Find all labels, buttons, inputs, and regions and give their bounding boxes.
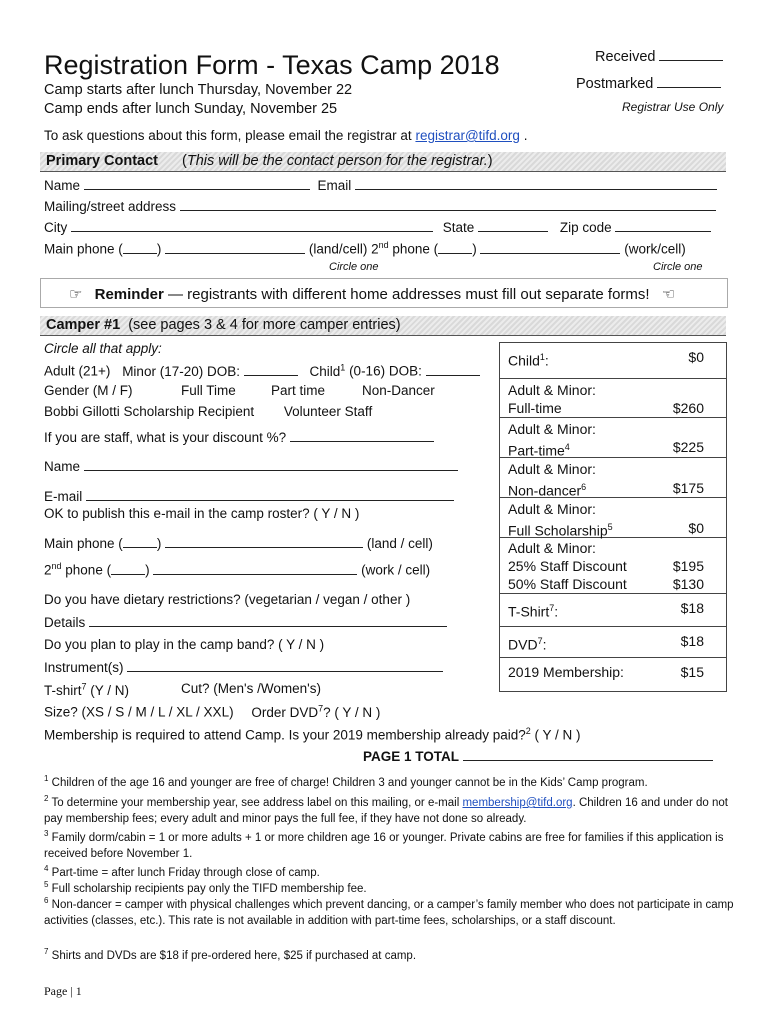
adult-option[interactable]: Adult (21+)	[44, 363, 111, 379]
zip-label: Zip code	[559, 220, 612, 235]
area-code-2-input[interactable]	[438, 241, 472, 254]
price-membership-value: $15	[680, 664, 704, 680]
circle-one-note: Circle one	[329, 261, 379, 273]
staff-discount-input[interactable]	[290, 429, 434, 442]
child-option[interactable]	[310, 364, 346, 379]
price-fulltime-value: $260	[672, 400, 704, 416]
price-dvd-label: DVD$^7$:	[508, 636, 547, 653]
city-input[interactable]	[71, 219, 433, 232]
ask-prefix: To ask questions about this form, please email the registrar at	[44, 128, 412, 143]
camper-email-row	[44, 488, 454, 504]
name-label: Name	[44, 178, 81, 193]
city-label: City	[44, 220, 68, 235]
child-sup: 1	[340, 362, 346, 372]
gender-option[interactable]: Gender (M / F)	[44, 383, 133, 398]
registrar-use-note: Registrar Use Only	[622, 100, 724, 114]
price-staff50-label: 50% Staff Discount	[508, 576, 627, 592]
membership-question: Membership is required to attend Camp. Is your 2019 membership already paid?	[44, 727, 526, 743]
details-input[interactable]	[89, 614, 447, 627]
instrument-label: Instrument(s)	[44, 660, 124, 675]
nd-sup: nd	[378, 240, 389, 250]
publish-email-question[interactable]: OK to publish this e-mail in the camp roster? ( Y / N )	[44, 506, 360, 521]
price-dvd-value: $18	[680, 633, 704, 649]
instrument-input[interactable]	[127, 659, 443, 672]
price-staff25-label: 25% Staff Discount	[508, 558, 627, 574]
child-range: (0-16) DOB:	[349, 363, 422, 379]
price-fulltime-label: Adult & Minor: Full-time	[508, 382, 596, 416]
postmarked-label: Postmarked	[576, 76, 654, 92]
paren-2: )	[472, 241, 477, 257]
second-phone-label: phone (	[388, 241, 439, 257]
price-parttime-value: $225	[672, 439, 704, 455]
work-cell-label: (work / cell)	[361, 562, 431, 578]
city-row	[44, 219, 711, 235]
mailing-input[interactable]	[180, 198, 716, 211]
camper-email-label: E-mail	[44, 489, 83, 504]
paren-4: )	[145, 562, 150, 578]
camp-start: Camp starts after lunch Thursday, November 22	[44, 82, 353, 98]
footnote-2: $^2$ To determine your membership year, see address label on this mailing, or e-mail membership@tifd.org. Children 16 and under do not pay membership fees; every adult and minor pays the full fee, if they have not done so already.	[44, 794, 728, 825]
tshirt-yn: (Y / N)	[86, 682, 130, 698]
size-row	[44, 703, 380, 720]
circle-all-note: Circle all that apply:	[44, 341, 162, 356]
minor-dob-input[interactable]	[244, 363, 298, 376]
reminder-label: Reminder	[94, 286, 164, 303]
zip-input[interactable]	[615, 219, 711, 232]
camper-area-code-2-input[interactable]	[111, 562, 145, 575]
instrument-row	[44, 659, 443, 675]
tshirt-option[interactable]	[44, 683, 129, 698]
workcell-label: (work/cell)	[624, 241, 686, 257]
volunteer-option[interactable]: Volunteer Staff	[283, 404, 373, 419]
price-nondancer-label: Adult & Minor: Non-dancer$^6$	[508, 461, 596, 499]
camper-main-phone-label: Main phone (	[44, 536, 123, 551]
price-child-value: $0	[688, 349, 704, 365]
price-nondancer-value: $175	[672, 480, 704, 496]
area-code-input[interactable]	[123, 241, 157, 254]
main-phone-label: Main phone (	[44, 241, 123, 257]
footnote-7: $^7$ Shirts and DVDs are $18 if pre-ordered here, $25 if purchased at camp.	[44, 947, 417, 962]
reminder-box	[40, 278, 728, 308]
camper-main-phone-input[interactable]	[165, 535, 363, 548]
price-staff50-value: $130	[672, 576, 704, 592]
price-staff-heading: Adult & Minor:	[508, 540, 596, 556]
price-scholarship-label: Adult & Minor: Full Scholarship$^5$	[508, 501, 613, 539]
staff-discount-label: If you are staff, what is your discount %?	[44, 430, 287, 445]
circle-one-note-2: Circle one	[653, 261, 703, 273]
postmarked-field[interactable]	[576, 75, 721, 92]
received-field[interactable]	[595, 48, 723, 65]
camper-heading: Camper #1	[46, 317, 121, 333]
membership-row[interactable]	[44, 726, 581, 743]
dvd-sup: 7	[318, 703, 324, 713]
camper-area-code-input[interactable]	[123, 535, 157, 548]
footnote-3: $^3$ Family dorm/cabin = 1 or more adults + 1 or more children age 16 or younger. Private cabins are free for families if this application is received before November 1.	[44, 829, 724, 860]
camper-name-row	[44, 458, 458, 474]
state-input[interactable]	[478, 219, 548, 232]
camp-end: Camp ends after lunch Sunday, November 25	[44, 101, 338, 117]
page-total-row	[363, 748, 713, 764]
received-label: Received	[595, 49, 656, 65]
non-dancer-option[interactable]: Non-Dancer	[362, 383, 435, 398]
form-title: Registration Form - Texas Camp 2018	[44, 50, 500, 80]
mailing-label: Mailing/street address	[44, 199, 177, 214]
minor-option[interactable]: Minor (17-20) DOB:	[122, 363, 240, 379]
mailing-row	[44, 198, 716, 214]
price-tshirt-label: T-Shirt$^7$:	[508, 603, 559, 620]
camper-email-input[interactable]	[86, 488, 454, 501]
price-box	[499, 342, 727, 692]
dvd-option[interactable]	[251, 705, 380, 720]
registrar-email-link[interactable]: registrar@tifd.org	[415, 128, 520, 143]
scholarship-row	[44, 404, 372, 419]
ask-line	[44, 128, 527, 143]
phone-row	[44, 240, 686, 257]
email-input[interactable]	[355, 177, 717, 190]
size-option[interactable]: Size? (XS / S / M / L / XL / XXL)	[44, 704, 234, 720]
camper-second-phone-row	[44, 561, 430, 578]
paren-3: )	[156, 536, 162, 551]
price-staff25-value: $195	[672, 558, 704, 574]
name-input[interactable]	[84, 177, 310, 190]
footnote-6: $^6$ Non-dancer = camper with physical challenges which prevent dancing, or a camper’s family member who does not participate in camp activities (classes, etc.). This rate is not available in addition with part-time fees, scholarships, or a staff discount.	[44, 896, 734, 927]
dietary-question[interactable]: Do you have dietary restrictions? (vegetarian / vegan / other )	[44, 592, 411, 607]
page-number: Page | 1	[44, 984, 82, 998]
hand-left-icon: ☞	[69, 286, 83, 303]
footnote-1: $^1$ Children of the age 16 and younger are free of charge! Children 3 and younger cannot be in the Kids’ Camp program.	[44, 774, 648, 789]
hand-right-icon: ☜	[661, 286, 676, 303]
camper-main-phone-row	[44, 535, 433, 551]
ask-suffix: .	[523, 128, 528, 143]
price-parttime-label: Adult & Minor: Part-time$^4$	[508, 421, 596, 459]
gender-row	[44, 383, 435, 398]
membership-email-link[interactable]: membership@tifd.org	[462, 796, 573, 809]
footnote-4: $^4$ Part-time = after lunch Friday through close of camp.	[44, 864, 320, 879]
page-total-input[interactable]	[463, 748, 713, 761]
dvd-label: Order DVD	[251, 704, 319, 720]
reminder-text: — registrants with different home addresses must fill out separate forms!	[167, 286, 650, 303]
details-row	[44, 614, 447, 630]
part-time-option[interactable]: Part time	[271, 383, 326, 398]
second-sup: nd	[51, 561, 62, 571]
name-email-row	[44, 177, 717, 193]
price-child-label: Child$^1$:	[508, 352, 549, 369]
band-question[interactable]: Do you plan to play in the camp band? ( Y / N )	[44, 637, 325, 652]
camper-name-input[interactable]	[84, 458, 458, 471]
footnote-5: $^5$ Full scholarship recipients pay only the TIFD membership fee.	[44, 880, 367, 895]
child-dob-input[interactable]	[426, 363, 480, 376]
second-pre: 2	[44, 562, 52, 578]
cut-option[interactable]: Cut? (Men's /Women's)	[181, 681, 321, 696]
camper-heading-row	[46, 317, 401, 333]
price-membership-label: 2019 Membership:	[508, 664, 624, 680]
primary-contact-heading-row: Primary Contact (This will be the contact person for the registrar.)	[46, 153, 493, 169]
price-tshirt-value: $18	[680, 600, 704, 616]
primary-contact-heading: Primary Contact	[46, 153, 159, 169]
full-time-option[interactable]: Full Time	[181, 383, 236, 398]
membership-yn: ( Y / N )	[530, 727, 581, 743]
second-phone-label-2: phone (	[61, 562, 112, 578]
details-label: Details	[44, 615, 86, 630]
landcell-label: (land/cell) 2	[308, 241, 379, 257]
dvd-yn: ? ( Y / N )	[323, 704, 381, 720]
primary-contact-note: This will be the contact person for the registrar.	[186, 153, 488, 169]
camper-note: (see pages 3 & 4 for more camper entries)	[128, 317, 401, 333]
staff-discount-row	[44, 429, 434, 445]
tshirt-sup: 7	[81, 681, 87, 691]
camper-name-label: Name	[44, 459, 81, 474]
camper-second-phone-input[interactable]	[153, 562, 357, 575]
page-total-label: PAGE 1 TOTAL	[363, 749, 460, 764]
child-label: Child	[309, 363, 341, 379]
membership-sup: 2	[525, 726, 531, 736]
tshirt-row	[44, 681, 321, 698]
tshirt-label: T-shirt	[44, 682, 82, 698]
scholarship-option[interactable]: Bobbi Gillotti Scholarship Recipient	[44, 404, 255, 419]
age-row	[44, 362, 480, 379]
second-phone-input[interactable]	[480, 241, 620, 254]
state-label: State	[442, 220, 475, 235]
price-scholarship-value: $0	[688, 520, 704, 536]
main-phone-input[interactable]	[165, 241, 305, 254]
email-label: Email	[317, 178, 352, 193]
paren: )	[156, 241, 162, 257]
land-cell-label: (land / cell)	[366, 536, 433, 551]
